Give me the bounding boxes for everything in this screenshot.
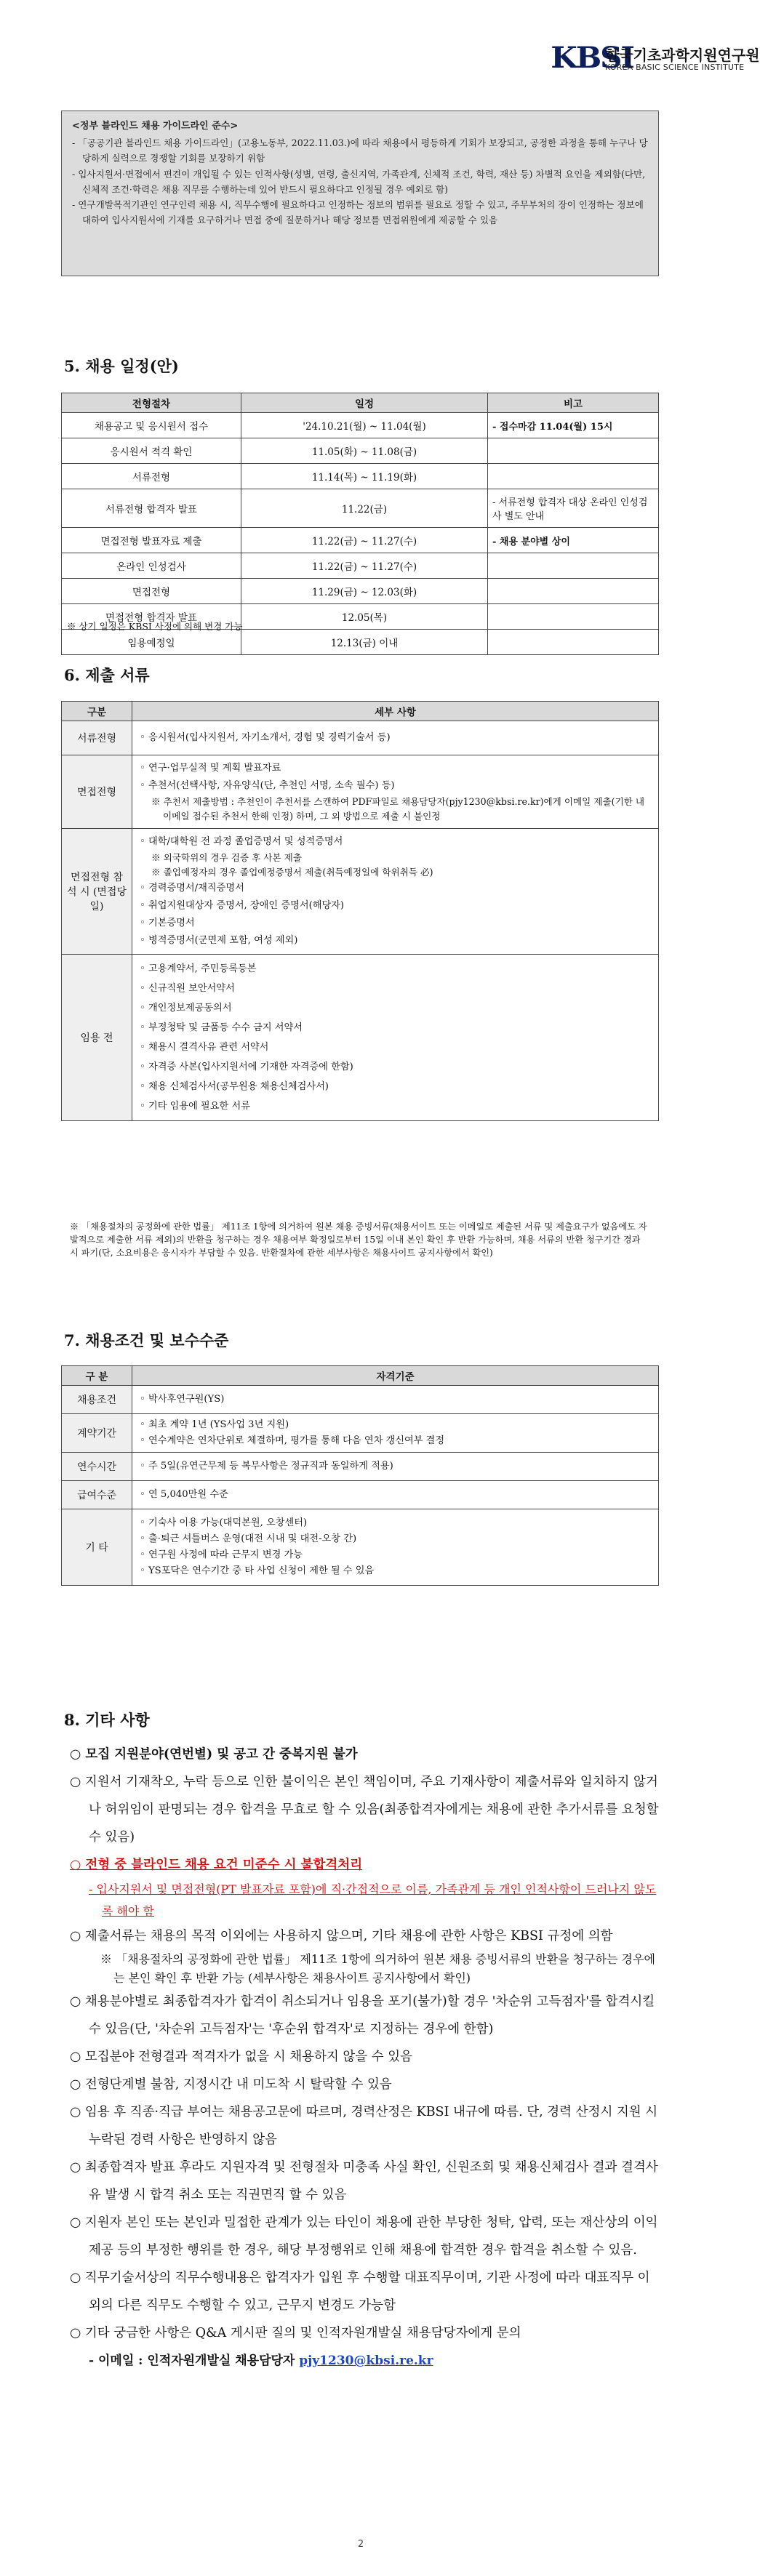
table-cell: 면접전형 xyxy=(62,579,241,604)
email-link[interactable]: pjy1230@kbsi.re.kr xyxy=(299,2354,433,2368)
table-cell: 임용예정일 xyxy=(62,630,241,655)
table-cell xyxy=(488,604,659,630)
section-title-schedule: 5. 채용 일정(안) xyxy=(64,357,179,375)
condition-label: 채용조건 xyxy=(62,1386,132,1414)
table-header-row xyxy=(62,702,659,721)
doc-item: ◦ 기본증명서 xyxy=(140,918,195,928)
table-row xyxy=(62,1414,659,1453)
table-cell: 온라인 인성검사 xyxy=(62,553,241,579)
condition-line: ◦ 기숙사 이용 가능(대덕본원, 오창센터) xyxy=(140,1517,308,1528)
doc-item: ◦ 기타 임용에 필요한 서류 xyxy=(140,1101,250,1112)
documents-footnote: ※ 「채용절차의 공정화에 관한 법률」 제11조 1항에 의거하여 원본 채용 증빙서류(채용서이트 또는 이메일로 제출된 서류 및 제출요구가 없음에도 자발적으로 제출한 서류 제외)의 반환을 청구하는 경우 채용여부 확정일로부터 15일 이내 본인 확인 후 반환 가능하며, 채용 서류의 반환 청구기간 경과 시 파기(단, 소요비용은 응시자가 부담할 수 있음. 반환절차에 관한 세부사항은 채용사이트 공지사항에서 확인) xyxy=(70,1221,647,1258)
condition-line: ◦ 연수계약은 연차단위로 체결하며, 평가를 통해 다음 연차 갱신여부 결정 xyxy=(140,1435,445,1446)
table-cell: 면접전형 발표자료 제출 xyxy=(62,528,241,553)
table-row xyxy=(62,630,659,655)
doc-item: ◦ 신규직원 보안서약서 xyxy=(140,983,235,994)
section-title-etc: 8. 기타 사항 xyxy=(64,1711,150,1729)
condition-value xyxy=(132,1453,659,1481)
table-cell: 11.14(목) ~ 11.19(화) xyxy=(241,464,488,489)
doc-note: ※ 외국학위의 경우 검증 후 사본 제출 xyxy=(151,852,302,863)
table-header-row xyxy=(62,393,659,413)
table-cell: 12.13(금) 이내 xyxy=(241,630,488,655)
doc-item: ◦ 자격증 사본(입사지원서에 기재한 자격증에 한함) xyxy=(140,1062,353,1072)
table-cell: 11.29(금) ~ 12.03(화) xyxy=(241,579,488,604)
condition-line: ◦ 연구원 사정에 따라 근무지 변경 가능 xyxy=(140,1549,303,1560)
table-row xyxy=(62,829,659,955)
table-cell: 11.22(금) xyxy=(241,489,488,528)
doc-item: ◦ 개인정보제공동의서 xyxy=(140,1003,232,1014)
doc-group-label: 면접전형 xyxy=(62,755,132,829)
etc-list xyxy=(70,1741,660,2375)
etc-item: ○ 직무기술서상의 직무수행내용은 합격자가 입원 후 수행할 대표직무이며, 기관 사정에 따라 대표직무 이외의 다른 직무도 수행할 수 있고, 근무지 변경도 가능함 xyxy=(70,2271,650,2313)
condition-value xyxy=(132,1386,659,1414)
doc-items xyxy=(132,829,659,955)
table-cell: 서류전형 합격자 발표 xyxy=(62,489,241,528)
table-row xyxy=(62,755,659,829)
table-cell: 11.22(금) ~ 11.27(수) xyxy=(241,528,488,553)
conditions-table xyxy=(61,1365,659,1586)
doc-item: ◦ 대학/대학원 전 과정 졸업증명서 및 성적증명서 xyxy=(140,836,343,847)
condition-label: 급여수준 xyxy=(62,1481,132,1509)
condition-value xyxy=(132,1414,659,1453)
notice-item: - 「공공기관 블라인드 채용 가이드라인」(고용노동부, 2022.11.03.)에 따라 채용에서 평등하게 기회가 보장되고, 공정한 과정을 통해 누구나 당당하게 실력으로 경쟁할 기회를 보장하기 위함 xyxy=(72,137,648,164)
doc-items xyxy=(132,755,659,829)
schedule-note: ※ 상기 일정은 KBSI 사정에 의해 변경 가능 xyxy=(67,621,243,632)
etc-item: ○ 최종합격자 발표 후라도 지원자격 및 전형절차 미충족 사실 확인, 신원조회 및 채용신체검사 결과 결격사유 발생 시 합격 취소 또는 직권면직 할 수 있음 xyxy=(70,2160,658,2202)
table-row xyxy=(62,1509,659,1586)
doc-item: ◦ 채용 신체검사서(공무원용 채용신체검사서) xyxy=(140,1081,329,1092)
table-cell xyxy=(488,579,659,604)
table-cell xyxy=(488,438,659,464)
table-row xyxy=(62,579,659,604)
table-header-row xyxy=(62,1366,659,1386)
etc-item: ○ 모집분야 전형결과 적격자가 없을 시 채용하지 않을 수 있음 xyxy=(70,2050,413,2064)
etc-item: ○ 제출서류는 채용의 목적 이외에는 사용하지 않으며, 기타 채용에 관한 사항은 KBSI 규정에 의함 xyxy=(70,1929,613,1943)
table-cell: 11.22(금) ~ 11.27(수) xyxy=(241,553,488,579)
etc-item: ○ 전형단계별 불참, 지정시간 내 미도착 시 탈락할 수 있음 xyxy=(70,2077,392,2092)
doc-note: ※ 추천서 제출방법 : 추천인이 추천서를 스캔하여 PDF파일로 채용담당자(pjy1230@kbsi.re.kr)에게 이메일 제출(기한 내 이메일 접수된 추천서 한해 인정) 하며, 그 외 방법으로 제출 시 불인정 xyxy=(151,796,645,822)
doc-item: ◦ 연구·업무실적 및 계획 발표자료 xyxy=(140,763,281,774)
etc-note: ※ 「채용절차의 공정화에 관한 법률」 제11조 1항에 의거하여 원본 채용 증빙서류의 반환을 청구하는 경우에는 본인 확인 후 반환 가능 (세부사항은 채용사이트 공지사항에서 확인) xyxy=(100,1952,655,1985)
table-cell: '24.10.21(월) ~ 11.04(월) xyxy=(241,413,488,438)
table-header: 구 분 xyxy=(62,1366,132,1386)
table-cell: 응시원서 적격 확인 xyxy=(62,438,241,464)
table-header: 전형절차 xyxy=(62,393,241,413)
etc-item: ○ 지원서 기재착오, 누락 등으로 인한 불이익은 본인 책임이며, 주요 기재사항이 제출서류와 일치하지 않거나 허위임이 판명되는 경우 합격을 무효로 할 수 있음(최종합격자에게는 채용에 관한 추가서류를 요청할 수 있음) xyxy=(70,1775,659,1845)
doc-item: ◦ 응시원서(입사지원서, 자기소개서, 경험 및 경력기술서 등) xyxy=(132,721,659,755)
page-number: 2 xyxy=(357,2539,364,2550)
condition-line: ◦ 주 5일(유연근무제 등 복무사항은 정규직과 동일하게 적용) xyxy=(140,1461,393,1472)
table-header: 일정 xyxy=(241,393,488,413)
doc-item: ◦ 취업지원대상자 증명서, 장애인 증명서(해당자) xyxy=(140,900,345,911)
table-row xyxy=(62,528,659,553)
doc-items xyxy=(132,955,659,1121)
contact-line xyxy=(70,2347,660,2375)
doc-item: ◦ 부정청탁 및 금품등 수수 금지 서약서 xyxy=(140,1022,303,1033)
table-cell: 11.05(화) ~ 11.08(금) xyxy=(241,438,488,464)
blind-hiring-notice xyxy=(61,111,659,276)
org-name-en: KOREA BASIC SCIENCE INSTITUTE xyxy=(605,63,745,72)
etc-item: ○ 기타 궁금한 사항은 Q&A 게시판 질의 및 인적자원개발실 채용담당자에게 문의 xyxy=(70,2326,521,2340)
table-header: 세부 사항 xyxy=(132,702,659,721)
kbsi-logo xyxy=(551,41,760,84)
notice-item: - 입사지원서·면접에서 편견이 개입될 수 있는 인적사항(성별, 연령, 출신지역, 가족관계, 신체적 조건, 학력, 재산 등) 차별적 요인을 제외함(다만, 신체적 조건·학력은 채용 직무를 수행하는데 있어 반드시 필요하다고 인정될 경우 예외로 함) xyxy=(72,168,646,195)
condition-line: ◦ YS포닥은 연수기간 중 타 사업 신청이 제한 될 수 있음 xyxy=(140,1565,375,1576)
etc-item: ○ 지원자 본인 또는 본인과 밀접한 관계가 있는 타인이 채용에 관한 부당한 청탁, 압력, 또는 재산상의 이익 제공 등의 부정한 행위를 한 경우, 해당 부정행위로 인해 채용에 합격한 경우 합격을 취소할 수 있음. xyxy=(70,2215,658,2258)
condition-line: ◦ 연 5,040만원 수준 xyxy=(140,1489,228,1500)
kbsi-logo-mark: KBSI xyxy=(551,41,633,75)
table-row xyxy=(62,955,659,1121)
doc-item: ◦ 병적증명서(군면제 포함, 여성 제외) xyxy=(140,935,298,946)
table-cell: 채용공고 및 응시원서 접수 xyxy=(62,413,241,438)
schedule-table xyxy=(61,393,659,655)
etc-item: ○ 모집 지원분야(연번별) 및 공고 간 중복지원 불가 xyxy=(70,1747,358,1762)
table-row xyxy=(62,413,659,438)
condition-line: ◦ 최초 계약 1년 (YS사업 3년 지원) xyxy=(140,1419,289,1430)
condition-line: ◦ 출·퇴근 셔틀버스 운영(대전 시내 및 대전-오창 간) xyxy=(140,1533,357,1544)
condition-value xyxy=(132,1481,659,1509)
table-row xyxy=(62,1481,659,1509)
doc-item: ◦ 추천서(선택사항, 자유양식(단, 추천인 서명, 소속 필수) 등) xyxy=(140,780,395,791)
doc-note: ※ 졸업예정자의 경우 졸업예정증명서 제출(취득예정일에 학위취득 必) xyxy=(151,867,433,878)
table-cell: 12.05(목) xyxy=(241,604,488,630)
table-row xyxy=(62,1453,659,1481)
doc-group-label: 서류전형 xyxy=(62,721,132,755)
condition-value xyxy=(132,1509,659,1586)
etc-subitem: - 입사지원서 및 면접전형(PT 발표자료 포함)에 직·간접적으로 이름, 가족관계 등 개인 인적사항이 드러나지 않도록 해야 함 xyxy=(89,1882,657,1918)
table-row xyxy=(62,489,659,528)
table-row xyxy=(62,438,659,464)
table-cell xyxy=(488,553,659,579)
email-label: - 이메일 : 인적자원개발실 채용담당자 xyxy=(89,2354,295,2368)
table-cell: - 서류전형 합격자 대상 온라인 인성검사 별도 안내 xyxy=(488,489,659,528)
etc-item: ○ 채용분야별로 최종합격자가 합격이 취소되거나 임용을 포기(불가)할 경우 '차순위 고득점자'를 합격시킬 수 있음(단, '차순위 고득점자'는 '후순위 합격자'로 지정하는 경우에 한함) xyxy=(70,1994,655,2037)
documents-table xyxy=(61,701,659,1121)
table-cell: 면접전형 합격자 발표 xyxy=(62,604,241,630)
doc-group-label: 면접전형 참석 시 (면접당일) xyxy=(62,829,132,955)
condition-label: 계약기간 xyxy=(62,1414,132,1453)
table-cell: - 접수마감 11.04(월) 15시 xyxy=(488,413,659,438)
condition-label: 기 타 xyxy=(62,1509,132,1586)
table-row xyxy=(62,721,659,755)
condition-label: 연수시간 xyxy=(62,1453,132,1481)
table-header: 자격기준 xyxy=(132,1366,659,1386)
notice-item: - 연구개발목적기관인 연구인력 채용 시, 직무수행에 필요하다고 인정하는 정보의 범위를 필요로 정할 수 있고, 주무부처의 장이 인정하는 정보에 대하여 입사지원서에 기재를 요구하거나 면접 중에 질문하거나 해당 정보를 면접위원에게 제공할 수 있음 xyxy=(72,199,644,226)
table-row xyxy=(62,553,659,579)
doc-group-label: 임용 전 xyxy=(62,955,132,1121)
table-cell: - 채용 분야별 상이 xyxy=(488,528,659,553)
doc-item: ◦ 고용계약서, 주민등록등본 xyxy=(140,963,257,974)
doc-item: ◦ 채용시 결격사유 관련 서약서 xyxy=(140,1042,269,1053)
table-header: 구분 xyxy=(62,702,132,721)
table-cell xyxy=(488,464,659,489)
condition-line: ◦ 박사후연구원(YS) xyxy=(140,1394,225,1405)
org-name-ko: 한국기초과학지원연구원 xyxy=(605,47,760,64)
table-row xyxy=(62,1386,659,1414)
etc-item: ○ 임용 후 직종·직급 부여는 채용공고문에 따르며, 경력산정은 KBSI 내규에 따름. 단, 경력 산정시 지원 시 누락된 경력 사항은 반영하지 않음 xyxy=(70,2105,658,2147)
table-cell: 서류전형 xyxy=(62,464,241,489)
notice-title: <정부 블라인드 채용 가이드라인 준수> xyxy=(72,121,239,132)
etc-item-warning: ○ 전형 중 블라인드 채용 요건 미준수 시 불합격처리 xyxy=(70,1858,363,1872)
table-cell xyxy=(488,630,659,655)
table-header: 비고 xyxy=(488,393,659,413)
doc-item: ◦ 경력증명서/재직증명서 xyxy=(140,883,244,894)
table-row xyxy=(62,464,659,489)
section-title-conditions: 7. 채용조건 및 보수수준 xyxy=(64,1331,229,1349)
section-title-documents: 6. 제출 서류 xyxy=(64,666,150,684)
